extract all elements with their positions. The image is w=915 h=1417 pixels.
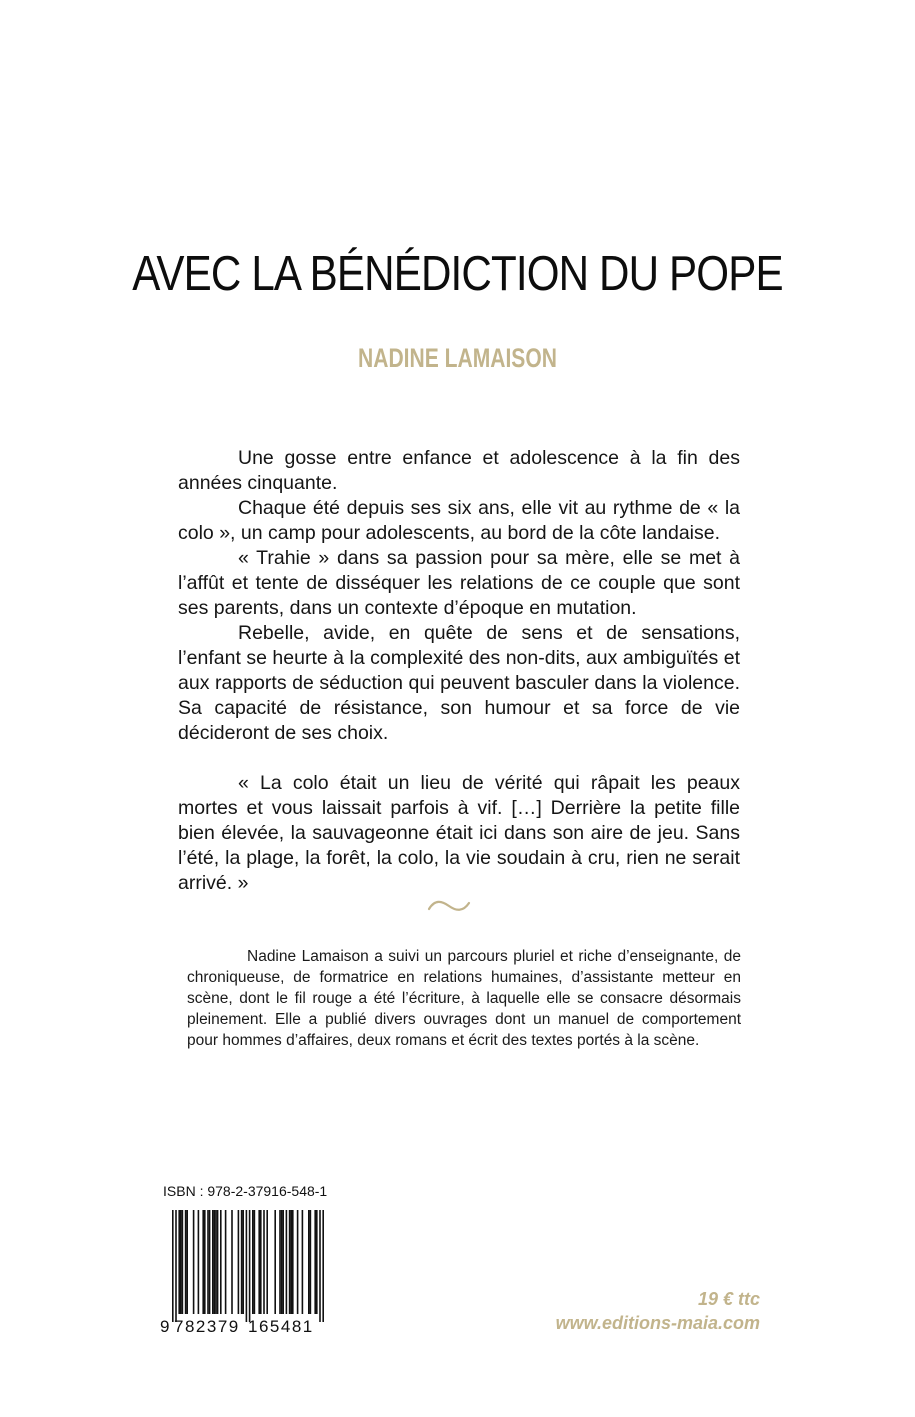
barcode-bar	[225, 1210, 227, 1314]
barcode-bar	[204, 1210, 206, 1314]
barcode-bar	[279, 1210, 281, 1314]
barcode-bar	[231, 1210, 233, 1314]
barcode-bar	[202, 1210, 204, 1314]
barcode-bar	[193, 1210, 195, 1314]
barcode-bar	[322, 1210, 324, 1322]
barcode-bar	[252, 1210, 254, 1314]
blurb-paragraph: Une gosse entre enfance et adolescence à la fin des années cinquante.	[178, 447, 740, 494]
blurb-quote: « La colo était un lieu de vérité qui râpait les peaux mortes et vous laissait parfois à vif. […] Derrière la petite fille bien élevée, la sauvageonne était ici dans son aire de jeu. Sans l’été, la plage, la forêt, la colo, la vie soudain à cru, rien ne serait arrivé. »	[178, 772, 740, 894]
barcode-bar	[217, 1210, 219, 1314]
barcode-bar	[249, 1210, 251, 1322]
barcode-bar	[175, 1210, 177, 1322]
barcode-bar	[286, 1210, 288, 1314]
barcode-bar	[220, 1210, 222, 1314]
barcode-bar	[178, 1210, 180, 1314]
barcode-bar	[258, 1210, 260, 1314]
barcode-bar	[185, 1210, 187, 1314]
barcode-bar	[207, 1210, 209, 1314]
barcode-bar	[172, 1210, 174, 1322]
barcode-bar	[254, 1210, 256, 1314]
barcode-bar	[302, 1210, 304, 1314]
barcode-bar	[246, 1210, 248, 1322]
author-name: NADINE LAMAISON	[358, 343, 557, 373]
barcode-bar	[180, 1210, 182, 1314]
price: 19 € ttc	[697, 1289, 760, 1309]
barcode-bar	[319, 1210, 321, 1322]
blurb	[178, 446, 740, 896]
barcode-bar	[241, 1210, 243, 1314]
barcode-right-group: 165481	[248, 1317, 314, 1335]
barcode-bar	[274, 1210, 276, 1314]
barcode-bar	[314, 1210, 316, 1314]
blurb-paragraph: Chaque été depuis ses six ans, elle vit au rythme de « la colo », un camp pour adolescents, au bord de la côte landaise.	[178, 497, 740, 544]
barcode-bar	[182, 1210, 184, 1314]
barcode-bar	[260, 1210, 262, 1314]
barcode-bar	[292, 1210, 294, 1314]
barcode-bar	[297, 1210, 299, 1314]
barcode-left-group: 782379	[174, 1317, 240, 1335]
barcode-bar	[212, 1210, 214, 1314]
barcode-bar	[186, 1210, 188, 1314]
author-bio	[187, 946, 741, 1051]
barcode-bar	[214, 1210, 216, 1314]
blurb-paragraph: Rebelle, avide, en quête de sens et de sensations, l’enfant se heurte à la complexité des non-dits, aux ambiguïtés et aux rapports de séduction qui peuvent basculer dans la violence. Sa capacité de résistance, son humour et sa force de vie décideront de ses choix.	[178, 622, 740, 744]
barcode-bar	[282, 1210, 284, 1314]
barcode-bar	[198, 1210, 200, 1314]
barcode-bar	[209, 1210, 211, 1314]
publisher-website: www.editions-maia.com	[555, 1313, 760, 1333]
barcode-bar	[281, 1210, 283, 1314]
author-bio-text: Nadine Lamaison a suivi un parcours pluriel et riche d’enseignante, de chroniqueuse, de formatrice en relations humaines, d’assistante metteur en scène, dont le fil rouge a été l’écriture, à laquelle elle se consacre désormais pleinement. Elle a publié divers ouvrages dont un manuel de comportement pour hommes d’affaires, deux romans et écrit des textes portés à la scène.	[187, 948, 741, 1049]
blurb-paragraph: « Trahie » dans sa passion pour sa mère, elle se met à l’affût et tente de disséquer les relations de ce couple que sont ses parents, dans un contexte d’époque en mutation.	[178, 547, 740, 619]
barcode-bar	[290, 1210, 292, 1314]
barcode-bar	[289, 1210, 291, 1314]
barcode-first-digit: 9	[160, 1317, 170, 1335]
barcode-bar	[238, 1210, 240, 1314]
barcode-bar	[215, 1210, 217, 1314]
barcode	[158, 1210, 330, 1335]
book-title: AVEC LA BÉNÉDICTION DU POPE	[132, 247, 783, 301]
isbn: ISBN : 978-2-37916-548-1	[163, 1183, 328, 1199]
barcode-bar	[242, 1210, 244, 1314]
barcode-bar	[266, 1210, 268, 1314]
barcode-bar	[308, 1210, 310, 1314]
barcode-bar	[316, 1210, 318, 1314]
barcode-bar	[263, 1210, 265, 1314]
barcode-bar	[310, 1210, 312, 1314]
tilde-ornament-icon	[426, 893, 472, 919]
